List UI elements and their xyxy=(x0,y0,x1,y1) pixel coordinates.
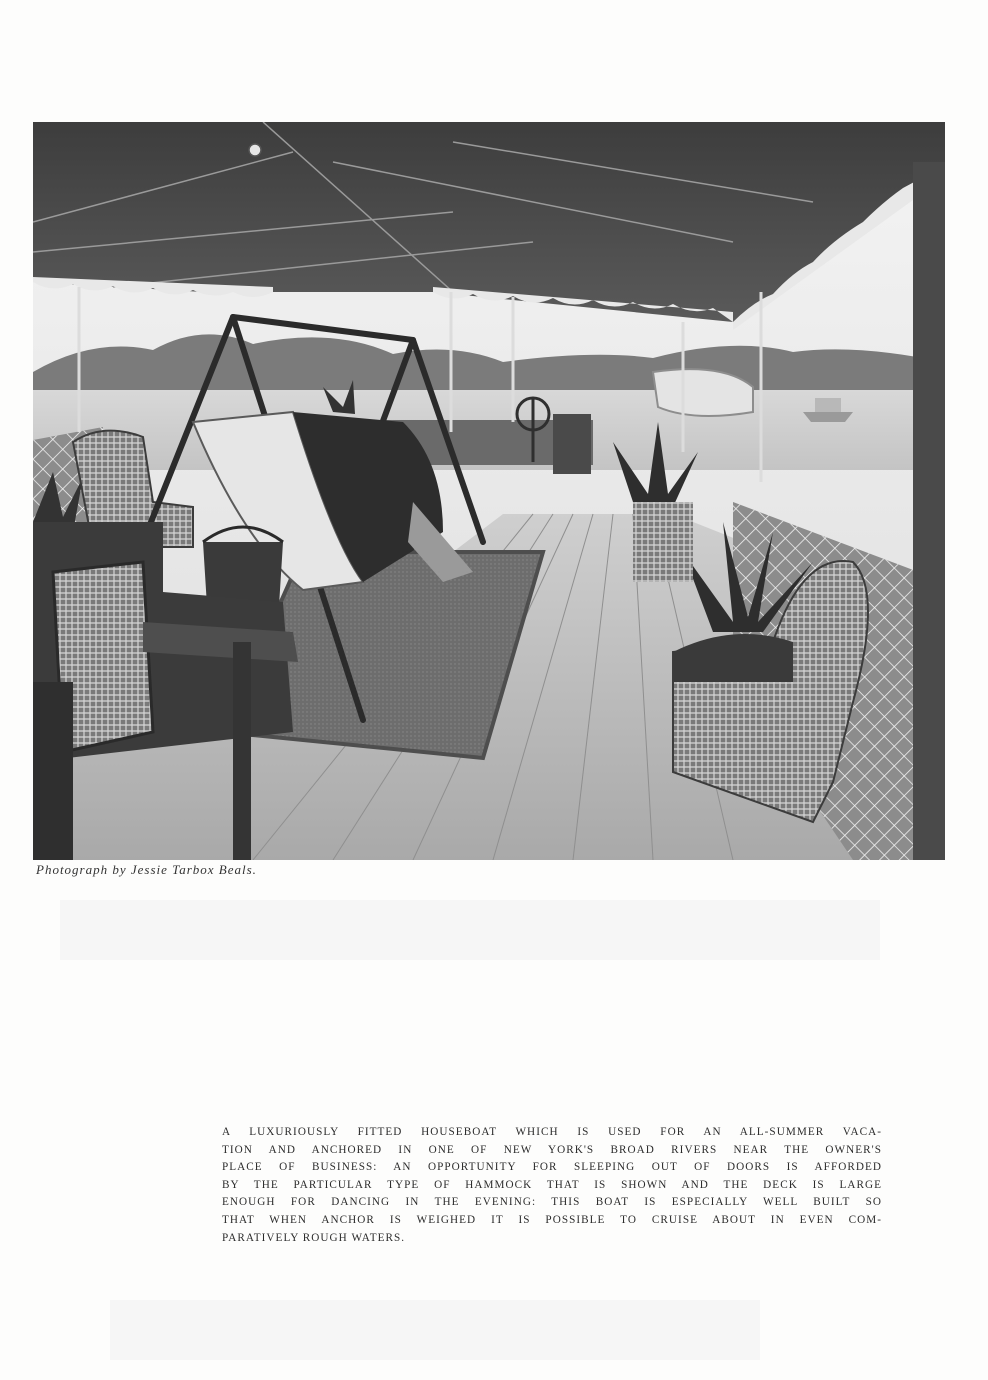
distant-chair xyxy=(553,414,591,474)
bleed-through-shadow xyxy=(60,900,880,960)
caption-line: PARATIVELY ROUGH WATERS. xyxy=(222,1231,406,1244)
caption-line: BY THE PARTICULAR TYPE OF HAMMOCK THAT IS SHOWN AND THE DECK IS LARGE xyxy=(222,1178,882,1191)
bleed-through-shadow xyxy=(110,1300,760,1360)
chair-leg xyxy=(233,642,251,860)
hanging-lamp xyxy=(249,144,261,156)
palm-planter xyxy=(633,502,693,582)
photo-caption xyxy=(222,1124,882,1247)
photo-illustration xyxy=(33,122,945,860)
photo-credit: Photograph by Jessie Tarbox Beals. xyxy=(36,862,257,877)
caption-line: THAT WHEN ANCHOR IS WEIGHED IT IS POSSIBLE TO CRUISE ABOUT IN EVEN COM- xyxy=(222,1213,882,1226)
right-support-post xyxy=(913,162,945,860)
caption-line: ENOUGH FOR DANCING IN THE EVENING: THIS BOAT IS ESPECIALLY WELL BUILT SO xyxy=(222,1196,882,1209)
houseboat-deck-photograph xyxy=(33,122,945,860)
distant-boat-cabin xyxy=(815,398,841,412)
caption-line: A LUXURIOUSLY FITTED HOUSEBOAT WHICH IS USED FOR AN ALL-SUMMER VACA- xyxy=(222,1126,882,1138)
caption-line: PLACE OF BUSINESS: AN OPPORTUNITY FOR SLEEPING OUT OF DOORS IS AFFORDED xyxy=(222,1161,882,1174)
distant-boat xyxy=(803,412,853,422)
caption-line: TION AND ANCHORED IN ONE OF NEW YORK'S BROAD RIVERS NEAR THE OWNER'S xyxy=(222,1143,882,1156)
